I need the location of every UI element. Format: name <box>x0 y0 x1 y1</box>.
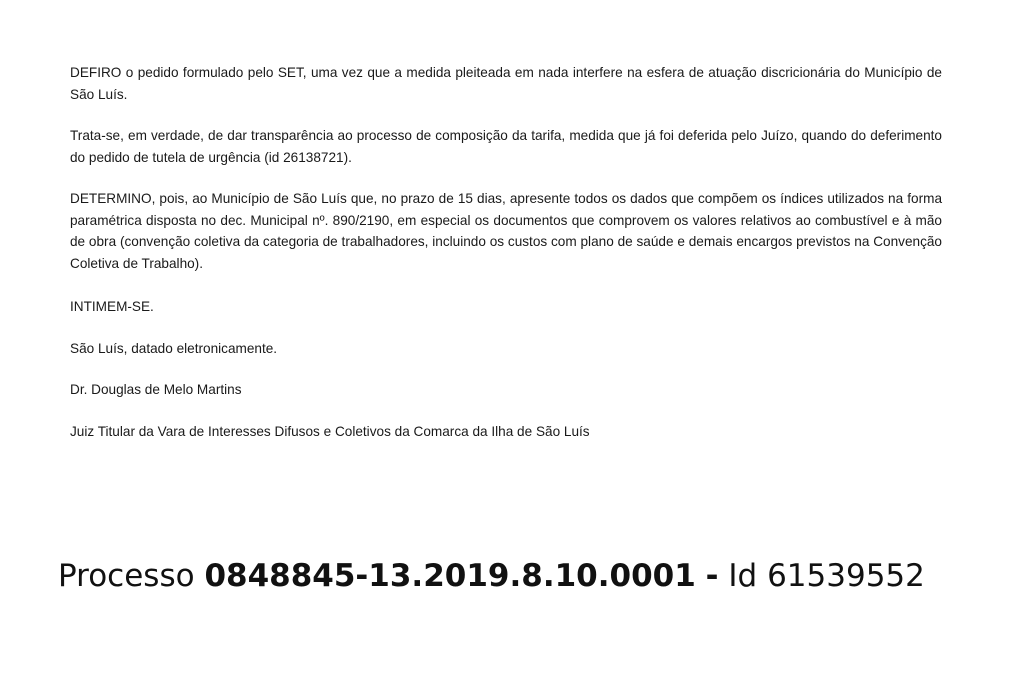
paragraph-intimem: INTIMEM-SE. <box>70 299 154 314</box>
document-body <box>70 62 942 442</box>
judge-name: Dr. Douglas de Melo Martins <box>70 382 242 397</box>
process-id: Id 61539552 <box>728 558 925 594</box>
process-separator: - <box>705 558 719 594</box>
process-prefix: Processo <box>58 558 195 594</box>
process-footer <box>58 558 925 594</box>
paragraph-defiro: DEFIRO o pedido formulado pelo SET, uma vez que a medida pleiteada em nada interfere na esfera de atuação discricionária do Município de São Luís. <box>70 65 942 102</box>
process-number: 0848845-13.2019.8.10.0001 <box>204 558 696 594</box>
paragraph-determino: DETERMINO, pois, ao Município de São Luís que, no prazo de 15 dias, apresente todos os dados que compõem os índices utilizados na forma paramétrica disposta no dec. Municipal nº. 890/2190, em especial os documentos que comprovem os valores relativos ao combustível e à mão de obra (convenção coletiva da categoria de trabalhadores, incluindo os custos com plano de saúde e demais encargos previstos na Convenção Coletiva de Trabalho). <box>70 191 942 271</box>
paragraph-date-place: São Luís, datado eletronicamente. <box>70 340 278 356</box>
judge-title: Juiz Titular da Vara de Interesses Difusos e Coletivos da Comarca da Ilha de São Luís <box>70 423 590 439</box>
paragraph-transparencia: Trata-se, em verdade, de dar transparência ao processo de composição da tarifa, medida que já foi deferida pelo Juízo, quando do deferimento do pedido de tutela de urgência (id 26138721). <box>70 128 942 165</box>
